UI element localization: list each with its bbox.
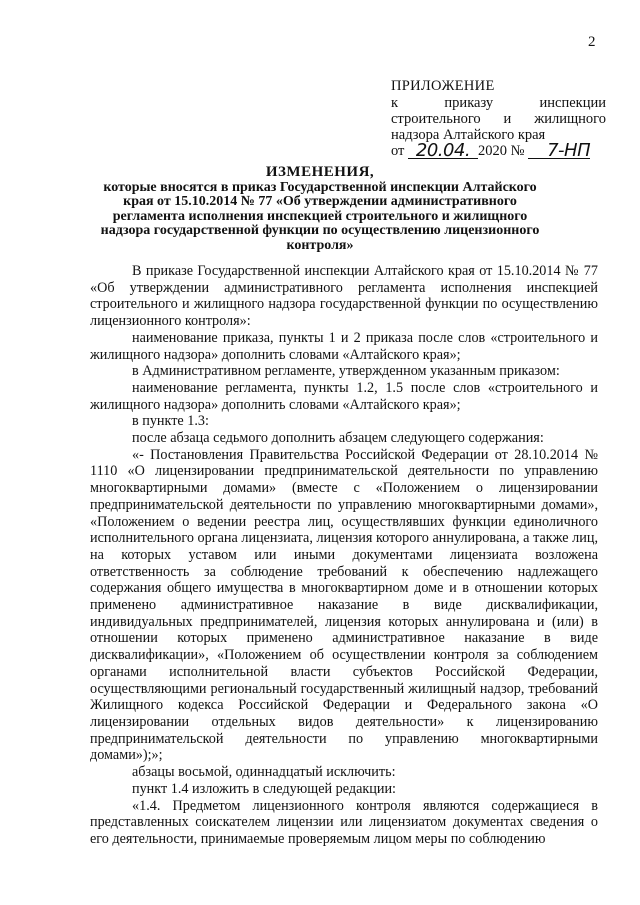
page-number: 2	[588, 34, 596, 50]
appendix-line-3: надзора Алтайского края	[391, 127, 546, 143]
heading-subtitle: которые вносятся в приказ Государственной инспекции Алтайского края от 15.10.2014 № 77 «Об утверждении административного регламента исполнения инспекцией строительного и жилищного надзора государственной функции по осуществлению лицензионного контроля»	[100, 179, 540, 253]
appendix-date-line	[391, 140, 606, 161]
paragraph: после абзаца седьмого дополнить абзацем следующего содержания:	[132, 430, 544, 447]
appendix-line-1: к приказу инспекции	[391, 95, 606, 111]
handwritten-date: 20.04.	[415, 140, 471, 161]
paragraph: В приказе Государственной инспекции Алтайского края от 15.10.2014 № 77 «Об утверждении административного регламента исполнения инспекцией строительного и жилищного надзора государственной функции по осуществлению лицензионного контроля»:	[90, 263, 598, 330]
date-prefix: от	[391, 143, 405, 159]
document-heading	[96, 165, 544, 253]
appendix-line-2: строительного и жилищного	[391, 111, 606, 127]
number-field	[528, 140, 591, 161]
paragraph: абзацы восьмой, одиннадцатый исключить:	[132, 764, 396, 781]
paragraph: пункт 1.4 изложить в следующей редакции:	[132, 780, 396, 797]
body-text	[90, 263, 598, 848]
appendix-block	[391, 78, 606, 159]
paragraph: в Административном регламенте, утвержденном указанным приказом:	[132, 363, 560, 380]
date-field	[408, 140, 478, 161]
paragraph: наименование приказа, пункты 1 и 2 приказа после слов «строительного и жилищного надзора» дополнить словами «Алтайского края»;	[90, 329, 598, 363]
handwritten-number: 7-НП	[547, 140, 591, 161]
paragraph: наименование регламента, пункты 1.2, 1.5 после слов «строительного и жилищного надзора» дополнить словами «Алтайского края»;	[90, 379, 598, 413]
paragraph: «1.4. Предметом лицензионного контроля являются содержащиеся в представленных соискателем лицензии или лицензиатом документах сведения о его деятельности, принимаемые проверяемым лицом меры по соблюдению	[90, 797, 598, 847]
paragraph: в пункте 1.3:	[132, 413, 209, 430]
paragraph: «- Постановления Правительства Российской Федерации от 28.10.2014 № 1110 «О лицензировании предпринимательской деятельности по управлению многоквартирными домами» (вместе с «Положением о лицензировании предпринимательской деятельности по управлению многоквартирными домами», «Положением о ведении реестра лиц, осуществлявших функции единоличного исполнительного органа лицензиата, лицензия которого аннулирована, а также лиц, на которых уставом или иными документами лицензиата возложена ответственность за соблюдение требований к обеспечению надлежащего содержания общего имущества в многоквартирном доме и в отношении которых применено административное наказание в виде дисквалификации, индивидуальных предпринимателей, лицензия которых аннулирована и (или) в отношении которых применено административное наказание в виде дисквалификации», «Положением об осуществлении контроля за соблюдением органами исполнительной власти субъектов Российской Федерации, осуществляющими региональный государственный жилищный надзор, требований Жилищного кодекса Российской Федерации и Федерального закона «О лицензировании отдельных видов деятельности» к лицензированию предпринимательской деятельности по управлению многоквартирными домами»);»;	[90, 446, 598, 764]
date-year: 2020 №	[478, 143, 525, 159]
heading-title: ИЗМЕНЕНИЯ,	[265, 164, 375, 180]
appendix-title: ПРИЛОЖЕНИЕ	[391, 78, 495, 94]
